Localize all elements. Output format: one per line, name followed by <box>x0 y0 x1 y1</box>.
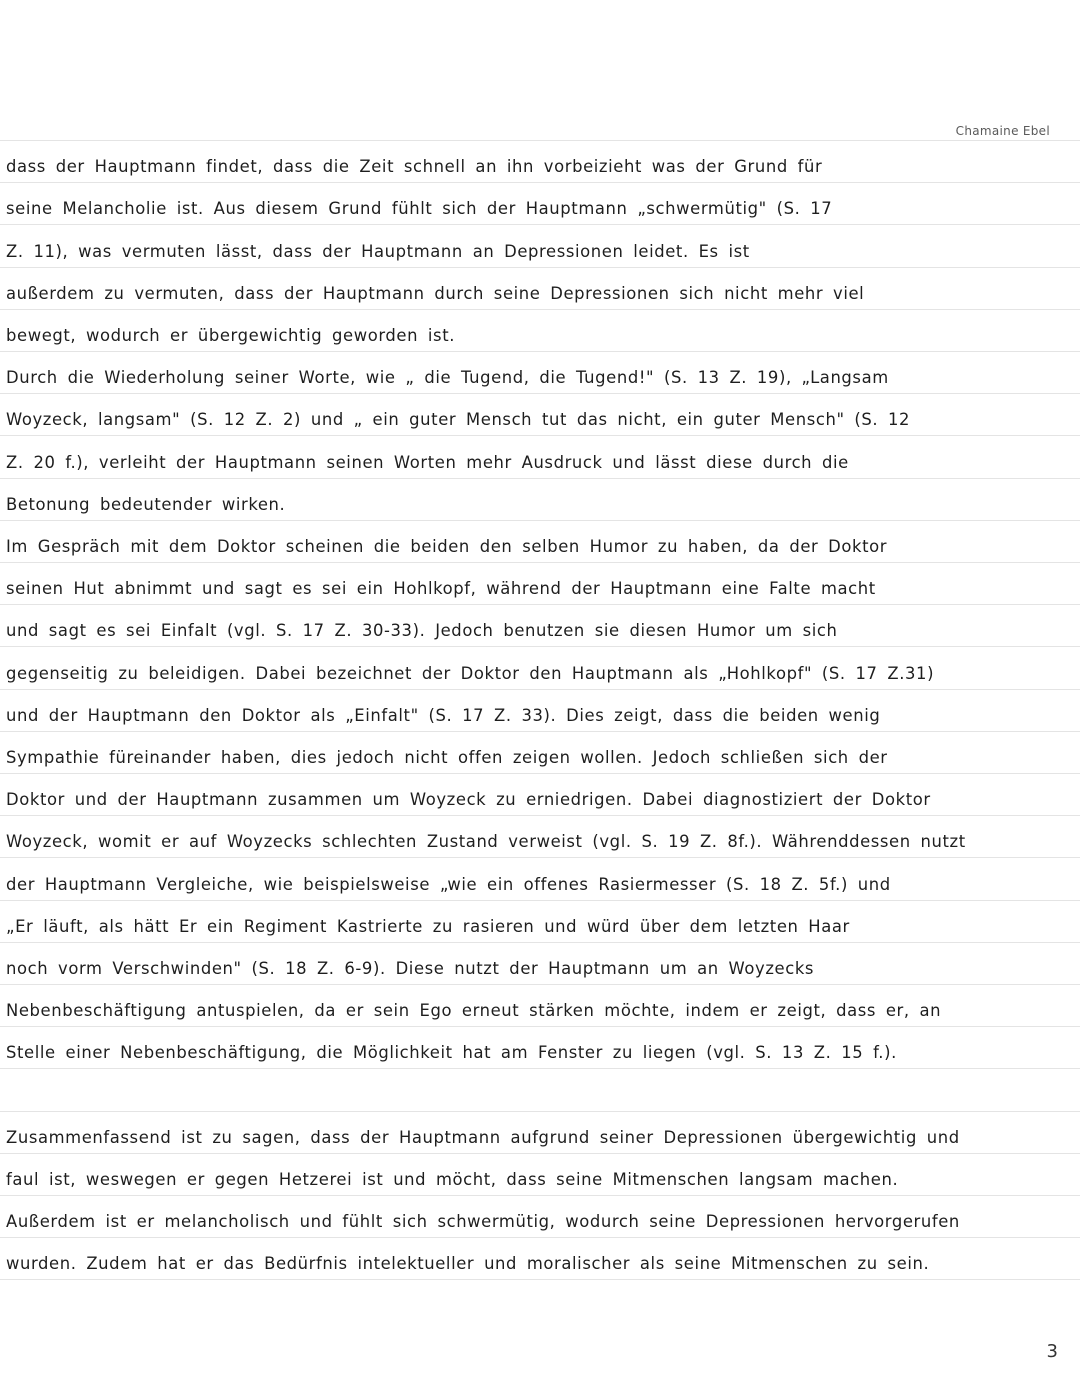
ruled-line <box>0 984 1080 985</box>
page-number: 3 <box>1046 1341 1058 1362</box>
text-line: Durch die Wiederholung seiner Worte, wie „ die Tugend, die Tugend!" (S. 13 Z. 19), „Langsam <box>6 368 889 387</box>
text-line: faul ist, weswegen er gegen Hetzerei ist und möcht, dass seine Mitmenschen langsam machen. <box>6 1170 899 1189</box>
ruled-line <box>0 393 1080 394</box>
text-line: Woyzeck, womit er auf Woyzecks schlechten Zustand verweist (vgl. S. 19 Z. 8f.). Währenddessen nutzt <box>6 832 966 851</box>
text-line: der Hauptmann Vergleiche, wie beispielsweise „wie ein offenes Rasiermesser (S. 18 Z. 5f.) und <box>6 875 891 894</box>
text-line: noch vorm Verschwinden" (S. 18 Z. 6-9). Diese nutzt der Hauptmann um an Woyzecks <box>6 959 815 978</box>
text-line: „Er läuft, als hätt Er ein Regiment Kastrierte zu rasieren und würd über dem letzten Haar <box>6 917 850 936</box>
text-line: gegenseitig zu beleidigen. Dabei bezeichnet der Doktor den Hauptmann als „Hohlkopf" (S. 17 Z.31) <box>6 664 935 683</box>
ruled-line <box>0 435 1080 436</box>
ruled-line <box>0 646 1080 647</box>
ruled-line <box>0 1111 1080 1112</box>
text-line: Betonung bedeutender wirken. <box>6 495 286 514</box>
ruled-line <box>0 942 1080 943</box>
text-line: Z. 11), was vermuten lässt, dass der Hauptmann an Depressionen leidet. Es ist <box>6 242 750 261</box>
ruled-line <box>0 1237 1080 1238</box>
ruled-line <box>0 309 1080 310</box>
ruled-line <box>0 604 1080 605</box>
ruled-line <box>0 562 1080 563</box>
ruled-line <box>0 267 1080 268</box>
ruled-line <box>0 689 1080 690</box>
text-line: seinen Hut abnimmt und sagt es sei ein Hohlkopf, während der Hauptmann eine Falte macht <box>6 579 876 598</box>
ruled-line <box>0 182 1080 183</box>
ruled-line <box>0 1068 1080 1069</box>
ruled-line <box>0 1195 1080 1196</box>
text-line: bewegt, wodurch er übergewichtig geworden ist. <box>6 326 456 345</box>
text-line: Stelle einer Nebenbeschäftigung, die Möglichkeit hat am Fenster zu liegen (vgl. S. 13 Z. 15 f.). <box>6 1043 897 1062</box>
text-line: Sympathie füreinander haben, dies jedoch nicht offen zeigen wollen. Jedoch schließen sich der <box>6 748 888 767</box>
ruled-line <box>0 731 1080 732</box>
ruled-line <box>0 900 1080 901</box>
text-line: und der Hauptmann den Doktor als „Einfalt" (S. 17 Z. 33). Dies zeigt, dass die beiden wenig <box>6 706 881 725</box>
ruled-line <box>0 857 1080 858</box>
author-name: Chamaine Ebel <box>955 124 1050 138</box>
text-line: außerdem zu vermuten, dass der Hauptmann durch seine Depressionen sich nicht mehr viel <box>6 284 865 303</box>
ruled-line <box>0 351 1080 352</box>
text-line: Nebenbeschäftigung antuspielen, da er sein Ego erneut stärken möchte, indem er zeigt, dass er, an <box>6 1001 942 1020</box>
text-line: Z. 20 f.), verleiht der Hauptmann seinen Worten mehr Ausdruck und lässt diese durch die <box>6 453 849 472</box>
ruled-line <box>0 1026 1080 1027</box>
ruled-line <box>0 520 1080 521</box>
ruled-line <box>0 1153 1080 1154</box>
ruled-line <box>0 478 1080 479</box>
text-line: und sagt es sei Einfalt (vgl. S. 17 Z. 30-33). Jedoch benutzen sie diesen Humor um sich <box>6 621 838 640</box>
text-line: Woyzeck, langsam" (S. 12 Z. 2) und „ ein guter Mensch tut das nicht, ein guter Mensch" (S. 12 <box>6 410 911 429</box>
ruled-line <box>0 1279 1080 1280</box>
text-line: Zusammenfassend ist zu sagen, dass der Hauptmann aufgrund seiner Depressionen übergewichtig und <box>6 1128 960 1147</box>
ruled-line <box>0 815 1080 816</box>
text-line: dass der Hauptmann findet, dass die Zeit schnell an ihn vorbeizieht was der Grund für <box>6 157 823 176</box>
text-line: Doktor und der Hauptmann zusammen um Woyzeck zu erniedrigen. Dabei diagnostiziert der Doktor <box>6 790 931 809</box>
text-line: Außerdem ist er melancholisch und fühlt sich schwermütig, wodurch seine Depressionen hervorgerufen <box>6 1212 960 1231</box>
text-line: seine Melancholie ist. Aus diesem Grund fühlt sich der Hauptmann „schwermütig" (S. 17 <box>6 199 833 218</box>
ruled-line <box>0 224 1080 225</box>
ruled-line <box>0 773 1080 774</box>
text-line: Im Gespräch mit dem Doktor scheinen die beiden den selben Humor zu haben, da der Doktor <box>6 537 888 556</box>
ruled-line <box>0 140 1080 141</box>
text-line: wurden. Zudem hat er das Bedürfnis intelektueller und moralischer als seine Mitmenschen zu sein. <box>6 1254 930 1273</box>
